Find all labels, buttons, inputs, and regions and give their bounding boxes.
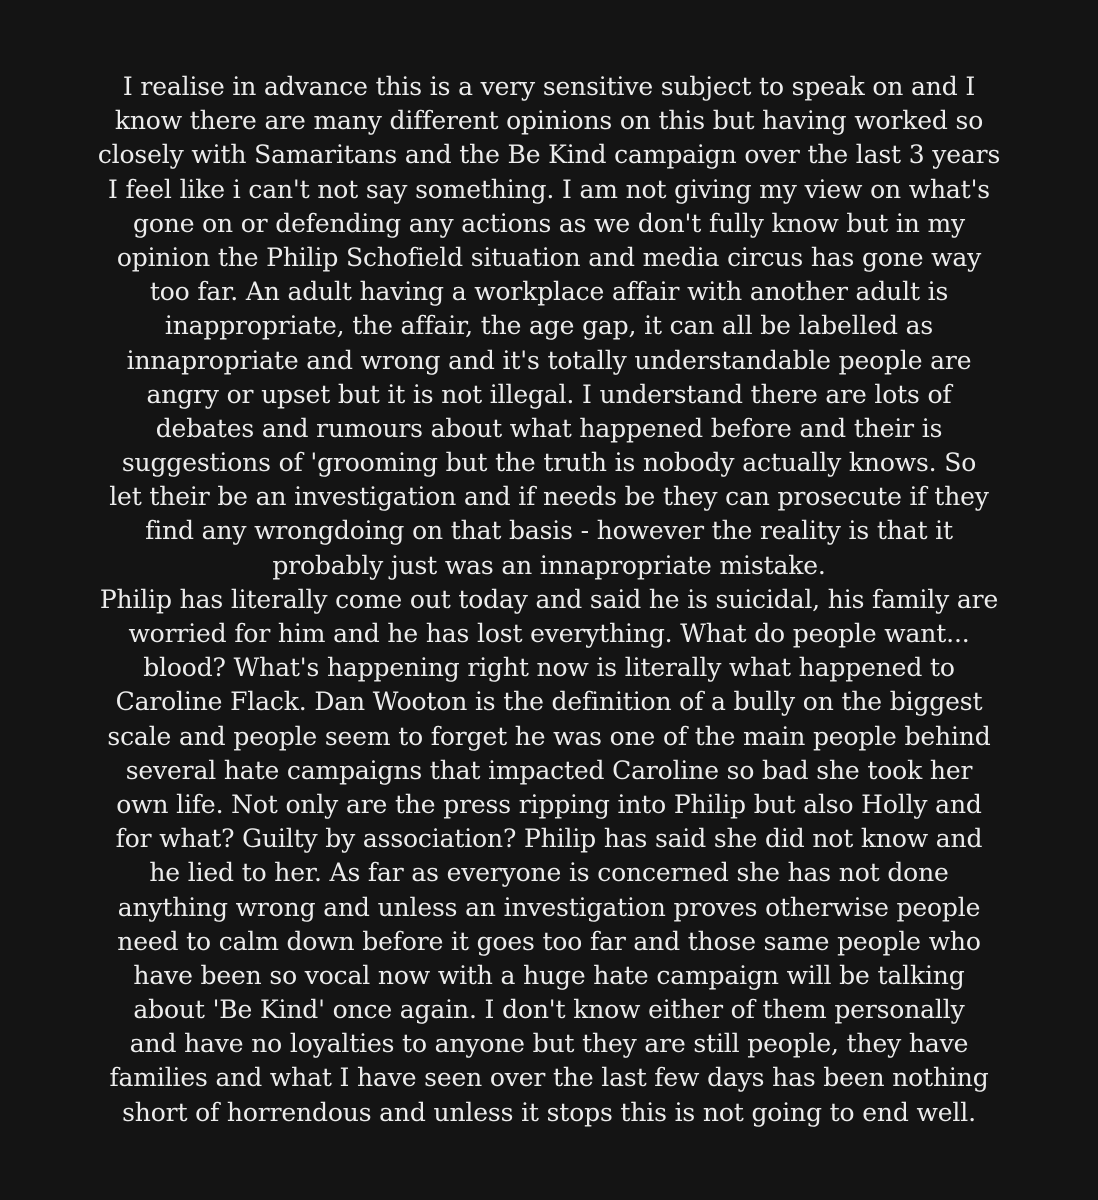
text-line: gone on or defending any actions as we don't fully know but in my bbox=[132, 208, 966, 238]
text-line: I realise in advance this is a very sensitive subject to speak on and I bbox=[122, 72, 976, 101]
text-line: too far. An adult having a workplace affair with another adult is bbox=[149, 277, 949, 307]
text-line: several hate campaigns that impacted Caroline so bad she took her bbox=[125, 755, 973, 785]
text-line: suggestions of 'grooming but the truth is nobody actually knows. So bbox=[121, 448, 977, 478]
text-line: families and what I have seen over the last few days has been nothing bbox=[109, 1063, 989, 1093]
text-line: let their be an investigation and if needs be they can prosecute if they bbox=[109, 482, 989, 512]
text-line: short of horrendous and unless it stops this is not going to end well. bbox=[122, 1097, 976, 1127]
text-line: innapropriate and wrong and it's totally understandable people are bbox=[126, 345, 972, 375]
text-line: angry or upset but it is not illegal. I understand there are lots of bbox=[146, 379, 952, 409]
text-line: blood? What's happening right now is literally what happened to bbox=[143, 653, 955, 683]
text-line: Philip has literally come out today and said he is suicidal, his family are bbox=[99, 584, 999, 614]
statement-text bbox=[40, 70, 1058, 1130]
text-line: Caroline Flack. Dan Wooton is the definition of a bully on the biggest bbox=[115, 687, 983, 717]
text-line: find any wrongdoing on that basis - however the reality is that it bbox=[145, 516, 953, 546]
text-line: anything wrong and unless an investigation proves otherwise people bbox=[117, 892, 981, 922]
text-line: for what? Guilty by association? Philip has said she did not know and bbox=[115, 824, 983, 854]
text-line: own life. Not only are the press ripping into Philip but also Holly and bbox=[116, 789, 982, 819]
text-line: know there are many different opinions on this but having worked so bbox=[114, 106, 984, 136]
text-line: he lied to her. As far as everyone is concerned she has not done bbox=[149, 858, 949, 888]
text-line: probably just was an innapropriate mistake. bbox=[272, 550, 826, 580]
text-line: need to calm down before it goes too far and those same people who bbox=[117, 926, 981, 956]
text-line: closely with Samaritans and the Be Kind campaign over the last 3 years bbox=[97, 140, 1001, 170]
text-line: opinion the Philip Schofield situation and media circus has gone way bbox=[116, 242, 982, 272]
text-line: worried for him and he has lost everything. What do people want... bbox=[128, 619, 970, 648]
text-line: have been so vocal now with a huge hate campaign will be talking bbox=[133, 960, 965, 990]
text-line: I feel like i can't not say something. I am not giving my view on what's bbox=[108, 174, 990, 204]
text-line: debates and rumours about what happened before and their is bbox=[155, 413, 943, 443]
text-line: inappropriate, the affair, the age gap, it can all be labelled as bbox=[164, 311, 934, 341]
text-line: and have no loyalties to anyone but they are still people, they have bbox=[129, 1029, 969, 1059]
text-line: scale and people seem to forget he was one of the main people behind bbox=[107, 721, 991, 751]
text-line: about 'Be Kind' once again. I don't know either of them personally bbox=[133, 995, 965, 1025]
